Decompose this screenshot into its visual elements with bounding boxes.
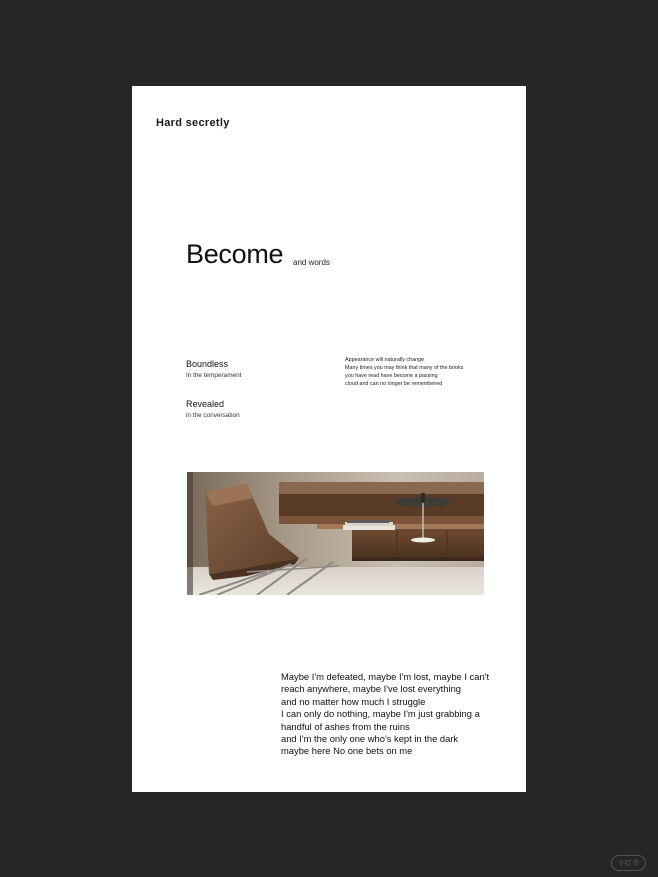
interior-photo bbox=[187, 472, 484, 595]
poem-line: I can only do nothing, maybe I'm just grabbing a bbox=[281, 708, 480, 720]
feature-subtitle: In the temperament bbox=[186, 372, 242, 379]
poem-line: reach anywhere, maybe I've lost everything bbox=[281, 683, 462, 695]
note-line: cloud and can no longer be remembered bbox=[345, 381, 443, 387]
document-page bbox=[132, 86, 526, 792]
poem-line: maybe here No one bets on me bbox=[281, 745, 413, 757]
brand-title: Hard secretly bbox=[156, 117, 230, 129]
side-note bbox=[345, 356, 510, 388]
feature-title: Revealed bbox=[186, 399, 225, 409]
poem-line: and I'm the only one who's kept in the dark bbox=[281, 733, 459, 745]
feature-boundless bbox=[186, 359, 241, 380]
watermark-logo: 小红书 bbox=[611, 855, 646, 871]
note-line: you have read have become a passing bbox=[345, 373, 438, 379]
poem-line: and no matter how much I struggle bbox=[281, 695, 426, 707]
poem-line: Maybe I'm defeated, maybe I'm lost, maybe I can't bbox=[281, 671, 490, 682]
note-line: Appearance will naturally change bbox=[345, 357, 425, 363]
feature-subtitle: in the conversation bbox=[186, 412, 240, 419]
headline: Become bbox=[186, 239, 284, 269]
feature-revealed bbox=[186, 399, 240, 420]
note-line: Many times you may think that many of the books bbox=[345, 365, 464, 371]
feature-title: Boundless bbox=[186, 359, 229, 369]
poem-text bbox=[281, 671, 511, 758]
poem-line: handful of ashes from the ruins bbox=[281, 720, 410, 732]
headline-subtext: and words bbox=[293, 258, 330, 267]
